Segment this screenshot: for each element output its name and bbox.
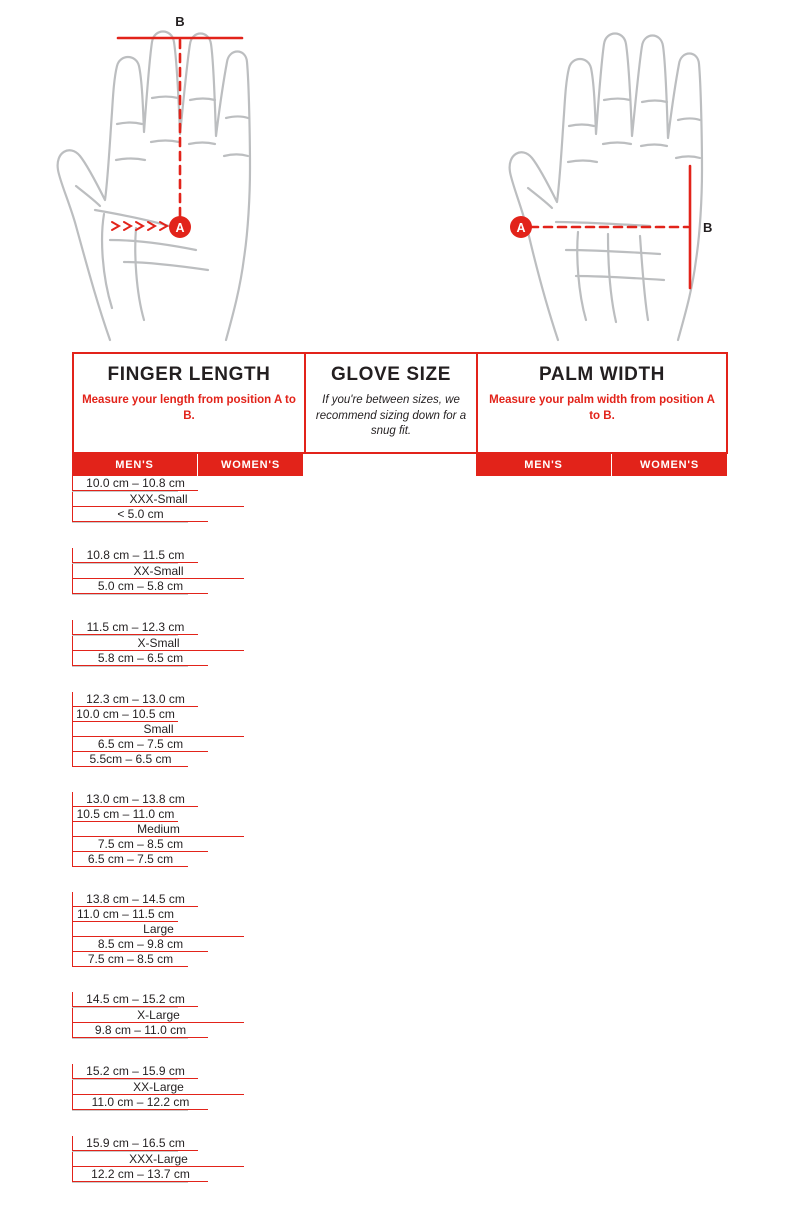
- cell-finger-womens: 10.5 cm – 11.0 cm: [72, 807, 178, 822]
- cell-finger-mens: 12.3 cm – 13.0 cm: [72, 692, 198, 707]
- cell-glove-size: XXX-Small: [72, 492, 244, 507]
- cell-glove-size: X-Large: [72, 1008, 244, 1023]
- header-finger-length-title: FINGER LENGTH: [107, 364, 271, 385]
- chart-subheader-row: [72, 454, 728, 476]
- header-glove-size-subtitle: If you're between sizes, we recommend sizing down for a snug fit.: [315, 394, 467, 438]
- cell-palm-mens: 12.2 cm – 13.7 cm: [72, 1167, 208, 1182]
- header-palm-width: [478, 354, 726, 452]
- table-row: [72, 595, 728, 620]
- cell-palm-mens: 5.0 cm – 5.8 cm: [72, 579, 208, 594]
- cell-finger-mens: 10.0 cm – 10.8 cm: [72, 476, 198, 491]
- cell-finger-womens: 10.0 cm – 10.5 cm: [72, 707, 178, 722]
- column-header-palm-womens: WOMEN'S: [612, 454, 728, 476]
- label-b-left: B: [175, 14, 185, 29]
- table-row: [72, 1183, 728, 1208]
- cell-palm-mens: 8.5 cm – 9.8 cm: [72, 937, 208, 952]
- cell-finger-mens: 10.8 cm – 11.5 cm: [72, 548, 198, 563]
- cell-palm-mens: < 5.0 cm: [72, 507, 208, 522]
- cell-glove-size: XXX-Large: [72, 1152, 244, 1167]
- table-row: [72, 1111, 728, 1136]
- header-palm-width-subtitle: Measure your palm width from position A to B.: [489, 394, 715, 422]
- label-b-right: B: [703, 220, 713, 235]
- cell-palm-mens: 7.5 cm – 8.5 cm: [72, 837, 208, 852]
- column-header-finger-mens: MEN'S: [72, 454, 198, 476]
- cell-palm-mens: 9.8 cm – 11.0 cm: [72, 1023, 208, 1038]
- cell-palm-womens: 7.5 cm – 8.5 cm: [72, 952, 188, 967]
- cell-palm-mens: 6.5 cm – 7.5 cm: [72, 737, 208, 752]
- column-header-finger-womens: WOMEN'S: [198, 454, 304, 476]
- cell-finger-mens: 13.0 cm – 13.8 cm: [72, 792, 198, 807]
- cell-palm-womens: 5.5cm – 6.5 cm: [72, 752, 188, 767]
- size-chart: [72, 352, 728, 1208]
- cell-finger-mens: 14.5 cm – 15.2 cm: [72, 992, 198, 1007]
- cell-palm-mens: 11.0 cm – 12.2 cm: [72, 1095, 208, 1110]
- hand-measurement-illustration: [0, 0, 800, 355]
- cell-glove-size: XX-Large: [72, 1080, 244, 1095]
- header-finger-length: [74, 354, 306, 452]
- column-header-glove-size: [304, 454, 476, 476]
- cell-glove-size: Medium: [72, 822, 244, 837]
- cell-palm-mens: 5.8 cm – 6.5 cm: [72, 651, 208, 666]
- cell-glove-size: Small: [72, 722, 244, 737]
- header-finger-length-subtitle: Measure your length from position A to B.: [82, 394, 296, 422]
- label-a-left: A: [175, 221, 185, 235]
- cell-glove-size: Large: [72, 922, 244, 937]
- cell-finger-mens: 15.2 cm – 15.9 cm: [72, 1064, 198, 1079]
- table-row: [72, 867, 728, 892]
- table-row: [72, 967, 728, 992]
- table-row: [72, 1039, 728, 1064]
- cell-finger-mens: 11.5 cm – 12.3 cm: [72, 620, 198, 635]
- header-palm-width-title: PALM WIDTH: [539, 364, 665, 385]
- cell-glove-size: XX-Small: [72, 564, 244, 579]
- header-glove-size: [306, 354, 478, 452]
- column-header-palm-mens: MEN'S: [476, 454, 612, 476]
- chart-header-row: [72, 352, 728, 454]
- label-a-right: A: [516, 221, 526, 235]
- cell-glove-size: X-Small: [72, 636, 244, 651]
- cell-finger-mens: 15.9 cm – 16.5 cm: [72, 1136, 198, 1151]
- table-row: [72, 667, 728, 692]
- cell-finger-womens: 11.0 cm – 11.5 cm: [72, 907, 178, 922]
- table-row: [72, 523, 728, 548]
- table-row: [72, 767, 728, 792]
- header-glove-size-title: GLOVE SIZE: [330, 364, 452, 385]
- chart-body: [72, 476, 728, 1208]
- cell-palm-womens: 6.5 cm – 7.5 cm: [72, 852, 188, 867]
- cell-finger-mens: 13.8 cm – 14.5 cm: [72, 892, 198, 907]
